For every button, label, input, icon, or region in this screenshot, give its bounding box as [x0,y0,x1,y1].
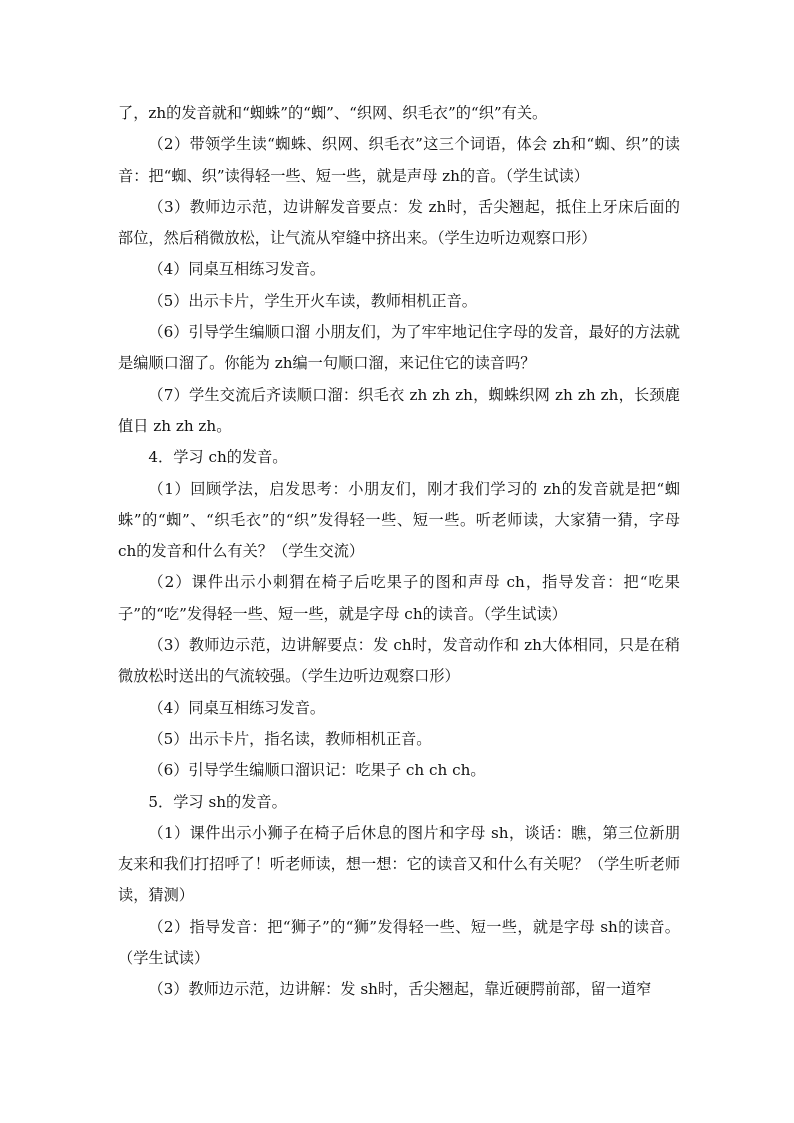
paragraph: （3）教师边示范，边讲解：发 sh时，舌尖翘起，靠近硬腭前部，留一道窄 [148,980,652,999]
document-body [118,98,680,1006]
paragraph: 了，zh的发音就和“蜘蛛”的“蜘”、“织网、织毛衣”的“织”有关。 [118,104,548,122]
paragraph: （1）回顾学法，启发思考：小朋友们，刚才我们学习的 zh的发音就是把“蜘蛛”的“蜘”、“织毛衣”的“织”发得轻一些、短一些。听老师读，大家猜一猜，字母 ch的发音和什么有关？（学生交流） [118,479,680,561]
paragraph: （1）课件出示小狮子在椅子后休息的图片和字母 sh，谈话：瞧，第三位新朋友来和我们打招呼了！听老师读，想一想：它的读音又和什么有关呢？（学生听老师读，猜测） [118,823,680,905]
paragraph: （2）带领学生读“蜘蛛、织网、织毛衣”这三个词语，体会 zh和“蜘、织”的读音：把“蜘、织”读得轻一些、短一些，就是声母 zh的音。（学生试读） [118,135,680,185]
paragraph: （2）指导发音：把“狮子”的“狮”发得轻一些、短一些，就是字母 sh的读音。（学生试读） [118,917,680,968]
paragraph: （5）出示卡片，学生开火车读，教师相机正音。 [148,291,477,310]
paragraph: （4）同桌互相练习发音。 [148,698,326,717]
paragraph: （6）引导学生编顺口溜 小朋友们，为了牢牢地记住字母的发音，最好的方法就是编顺口溜了。你能为 zh编一句顺口溜，来记住它的读音吗？ [118,323,680,373]
section-heading: 4．学习 ch的发音。 [148,448,288,467]
paragraph: （2）课件出示小刺猬在椅子后吃果子的图和声母 ch，指导发音：把“吃果子”的“吃”发得轻一些、短一些，就是字母 ch的读音。（学生试读） [118,573,680,623]
paragraph: （6）引导学生编顺口溜识记：吃果子 ch ch ch。 [148,761,486,780]
paragraph: （3）教师边示范，边讲解发音要点：发 zh时，舌尖翘起，抵住上牙床后面的部位，然后稍微放松，让气流从窄缝中挤出来。（学生边听边观察口形） [118,197,680,248]
paragraph: （4）同桌互相练习发音。 [148,260,326,279]
paragraph: （5）出示卡片，指名读，教师相机正音。 [148,729,432,748]
paragraph: （3）教师边示范，边讲解要点：发 ch时，发音动作和 zh大体相同，只是在稍微放松时送出的气流较强。（学生边听边观察口形） [118,636,680,686]
section-heading: 5．学习 sh的发音。 [148,792,287,811]
paragraph: （7）学生交流后齐读顺口溜：织毛衣 zh zh zh，蜘蛛织网 zh zh zh，长颈鹿值日 zh zh zh。 [118,385,680,435]
